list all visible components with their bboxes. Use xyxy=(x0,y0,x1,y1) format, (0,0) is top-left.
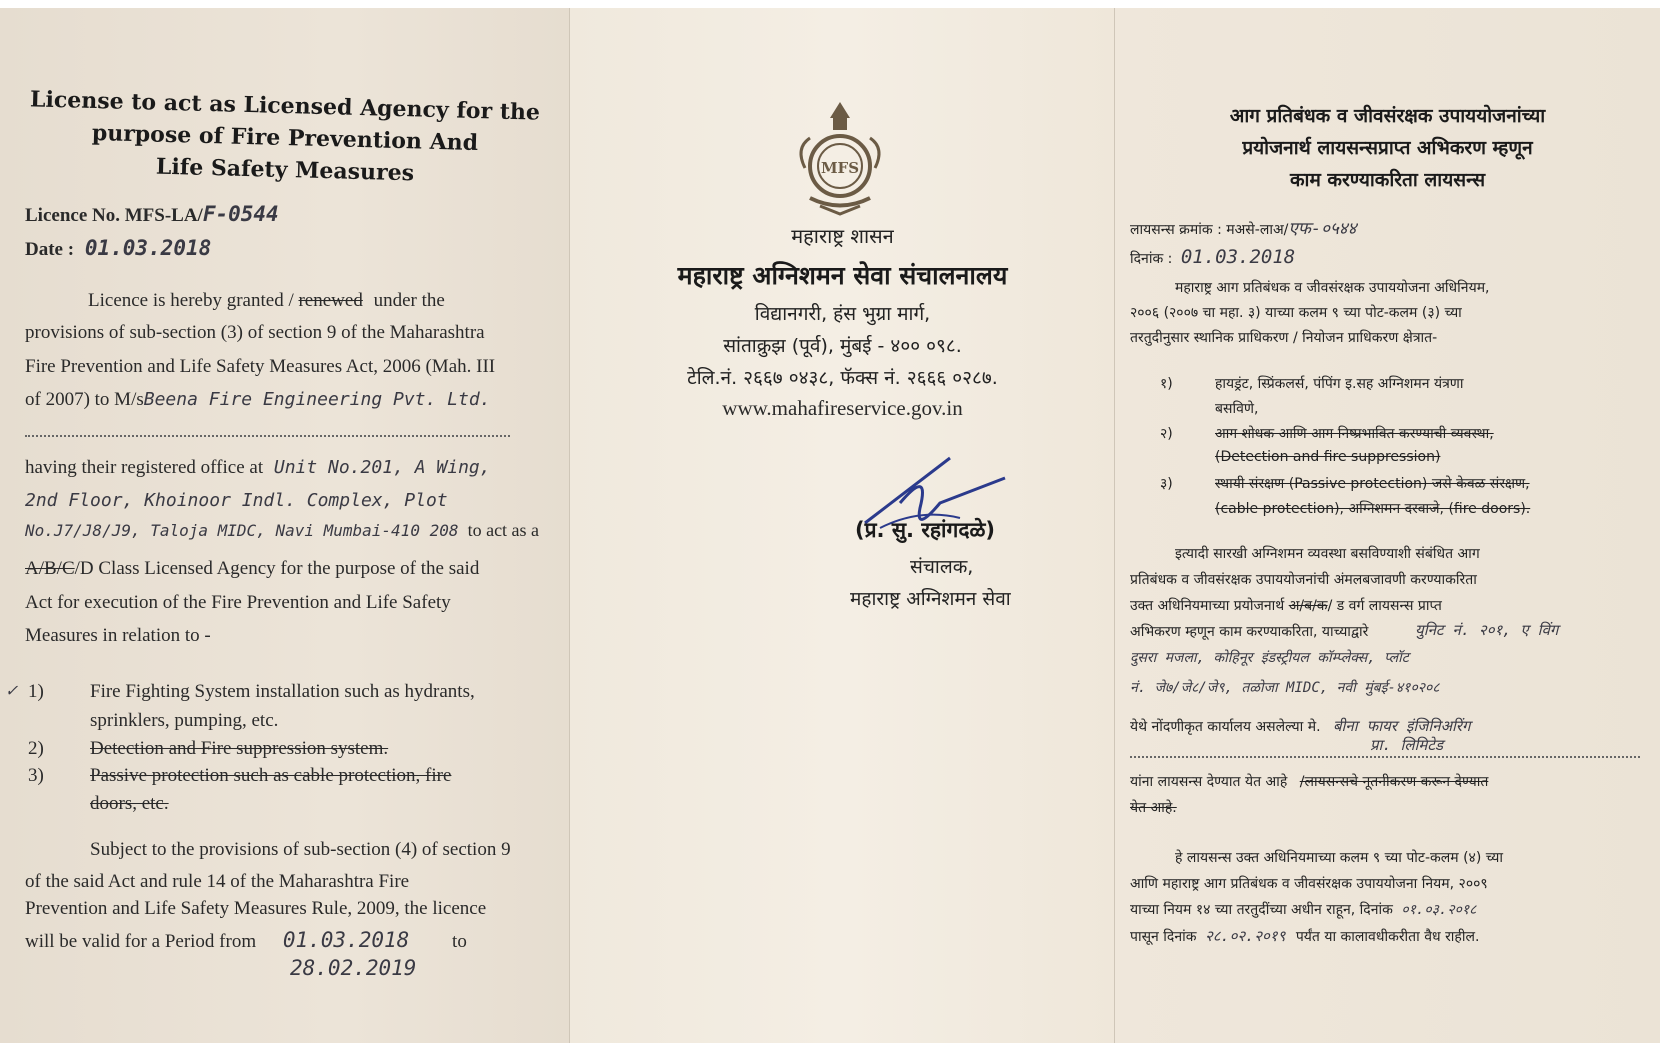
department-name: महाराष्ट्र अग्निशमन सेवा संचालनालय xyxy=(677,261,1008,290)
phone-fax: टेलि.नं. २६६७ ०४३८, फॅक्स नं. २६६६ ०२८७. xyxy=(687,367,998,389)
marathi-valid-to: २८.०२.२०१९ xyxy=(1204,927,1286,945)
validity-line-4 xyxy=(25,928,467,953)
licence-no-value: F-0544 xyxy=(202,202,279,226)
validity-line-3: Prevention and Life Safety Measures Rule, 2009, the licence xyxy=(25,898,487,919)
marathi-para3-line-3 xyxy=(1130,900,1476,919)
marathi-para2-line-6 xyxy=(1130,772,1488,791)
marathi-item-3-line-2: (cable protection), अग्निशमन दरवाजे, (fire doors). xyxy=(1215,501,1531,517)
marathi-para3-line-4 xyxy=(1130,926,1479,946)
office-line-1 xyxy=(25,457,491,479)
valid-from-label: will be valid for a Period from xyxy=(25,931,257,952)
class-struck: A/B/C xyxy=(25,558,75,579)
marathi-para1-line-3: तरतुदीनुसार स्थानिक प्राधिकरण / नियोजन प्राधिकरण क्षेत्रात- xyxy=(1130,330,1438,346)
item-1-number: 1) xyxy=(28,681,44,702)
licence-no-label: Licence No. MFS-LA/ xyxy=(25,205,203,226)
government-name: महाराष्ट्र शासन xyxy=(791,224,894,248)
marathi-panel xyxy=(1115,8,1660,1043)
marathi-date-row xyxy=(1130,246,1295,268)
marathi-title-line-2: प्रयोजनार्थ लायसन्सप्राप्त अभिकरण म्हणून xyxy=(1242,137,1533,159)
act-line-2: Act for execution of the Fire Prevention and Life Safety xyxy=(25,592,451,613)
designation: संचालक, xyxy=(910,556,974,578)
english-title-line-3: Life Safety Measures xyxy=(155,153,415,187)
marathi-hw-company-2: प्रा. लिमिटेड xyxy=(1370,736,1443,754)
marathi-title-line-3: काम करण्याकरिता लायसन्स xyxy=(1289,169,1486,191)
marathi-hw-company-1: बीना फायर इंजिनिअरिंग xyxy=(1332,717,1471,735)
letterhead-panel xyxy=(570,8,1115,1043)
item-2-number: 2) xyxy=(28,738,44,759)
address-line-1: विद्यानगरी, हंस भुग्रा मार्ग, xyxy=(754,303,931,325)
renewed-struck: renewed xyxy=(298,290,363,311)
english-panel xyxy=(0,8,570,1043)
marathi-para1-line-1: महाराष्ट्र आग प्रतिबंधक व जीवसंरक्षक उपाययोजना अधिनियम, xyxy=(1175,280,1490,296)
marathi-item-2-line-2: (Detection and fire suppression) xyxy=(1215,449,1441,465)
date-row xyxy=(25,236,211,261)
marathi-item-1-number: १) xyxy=(1160,376,1173,392)
marathi-para2-line-3 xyxy=(1130,596,1442,615)
class-text: /D Class Licensed Agency for the purpose of the said xyxy=(74,558,480,579)
marathi-licence-value: एफ-०५४४ xyxy=(1288,219,1357,239)
address-line-3: No.J7/J8/J9, Taloja MIDC, Navi Mumbai-410 208 xyxy=(25,521,459,540)
marathi-item-3-number: ३) xyxy=(1160,476,1173,492)
organization: महाराष्ट्र अग्निशमन सेवा xyxy=(850,588,1011,610)
item-1-line-2: sprinklers, pumping, etc. xyxy=(90,710,279,731)
tick-mark: ✓ xyxy=(6,680,17,701)
emblem-text: MFS xyxy=(820,159,860,177)
marathi-licence-row xyxy=(1130,216,1356,239)
address-line-1: Unit No.201, A Wing, xyxy=(273,457,491,478)
marathi-para2-line-4 xyxy=(1130,622,1368,641)
marathi-para3-line-2: आणि महाराष्ट्र आग प्रतिबंधक व जीवसंरक्षक उपाययोजना नियम, २००९ xyxy=(1130,876,1488,892)
item-3-line-1: Passive protection such as cable protection, fire xyxy=(90,765,452,786)
website: www.mahafireservice.gov.in xyxy=(722,396,963,420)
dotted-line xyxy=(25,433,510,437)
item-2-line-1: Detection and Fire suppression system. xyxy=(90,738,389,759)
marathi-purpose-text: उक्त अधिनियमाच्या प्रयोजनार्थ xyxy=(1130,598,1285,614)
grant-line-2: provisions of sub-section (3) of section 9 of the Maharashtra xyxy=(25,322,485,343)
grant-line-3: Fire Prevention and Life Safety Measures Act, 2006 (Mah. III xyxy=(25,356,496,377)
valid-to-date: 28.02.2019 xyxy=(290,956,417,980)
under-the-text: under the xyxy=(373,290,445,311)
date-value: 01.03.2018 xyxy=(84,236,212,260)
english-title-line-2: purpose of Fire Prevention And xyxy=(91,119,479,157)
date-label: Date : xyxy=(25,239,75,260)
licence-no-row xyxy=(25,202,279,227)
marathi-from-text: पासून दिनांक xyxy=(1130,929,1197,945)
office-line-3 xyxy=(25,520,539,541)
marathi-date-value: 01.03.2018 xyxy=(1180,246,1296,268)
company-name: Beena Fire Engineering Pvt. Ltd. xyxy=(143,389,491,410)
english-title-line-1: License to act as Licensed Agency for the xyxy=(29,86,541,126)
address-line-2: सांताक्रुझ (पूर्व), मुंबई - ४०० ०९८. xyxy=(723,335,962,357)
marathi-hw-address-3: नं. जे७/जे८/जे९, तळोजा MIDC, नवी मुंबई-४१०२०८ xyxy=(1130,680,1440,696)
grant-line-1 xyxy=(88,290,445,312)
marathi-item-1-line-2: बसविणे, xyxy=(1215,401,1259,417)
item-3-number: 3) xyxy=(28,765,44,786)
marathi-item-2-number: २) xyxy=(1160,426,1173,442)
marathi-item-1-line-1: हायड्रंट, स्प्रिंकलर्स, पंपिंग इ.सह अग्निशमन यंत्रणा xyxy=(1215,376,1464,392)
address-line-2: 2nd Floor, Khoinoor Indl. Complex, Plot xyxy=(25,490,448,511)
grant-line-4 xyxy=(25,389,491,411)
grant-text: Licence is hereby granted / xyxy=(88,290,294,311)
item-1-line-1: Fire Fighting System installation such as hydrants, xyxy=(90,681,475,702)
marathi-class-struck: अ/ब/क xyxy=(1288,598,1328,614)
marathi-title-line-1: आग प्रतिबंधक व जीवसंरक्षक उपाययोजनांच्या xyxy=(1229,105,1546,127)
act-line-3: Measures in relation to - xyxy=(25,625,211,646)
marathi-item-2-line-1: आग शोधक आणि आग निष्प्रभावित करण्याची व्यवस्था, xyxy=(1215,426,1494,442)
validity-line-2: of the said Act and rule 14 of the Maharashtra Fire xyxy=(25,871,410,892)
marathi-para3-line-1: हे लायसन्स उक्त अधिनियमाच्या कलम ९ च्या पोट-कलम (४) च्या xyxy=(1175,850,1504,866)
marathi-granted-text: यांना लायसन्स देण्यात येत आहे xyxy=(1130,774,1288,790)
marathi-hw-address-2: दुसरा मजला, कोहिनूर इंडस्ट्रीयल कॉम्प्लेक्स, प्लॉट xyxy=(1130,650,1409,666)
signatory-name: (प्र. सु. रहांगदळे) xyxy=(855,518,996,542)
marathi-class-text: / ड वर्ग लायसन्स प्राप्त xyxy=(1327,598,1442,614)
to-word: to xyxy=(452,931,467,952)
marathi-date-label: दिनांक : xyxy=(1130,251,1173,267)
marathi-hw-address-1: युनिट नं. २०१, ए विंग xyxy=(1415,621,1559,639)
marathi-para2-line-1: इत्यादी सारखी अग्निशमन व्यवस्था बसविण्याशी संबंधित आग xyxy=(1175,546,1480,562)
validity-line-1: Subject to the provisions of sub-section (4) of section 9 xyxy=(90,839,511,860)
marathi-para2-line-5 xyxy=(1130,716,1471,736)
marathi-para2-line-2: प्रतिबंधक व जीवसंरक्षक उपाययोजनांची अंमलबजावणी करण्याकरिता xyxy=(1130,572,1477,588)
item-3-line-2: doors, etc. xyxy=(90,793,169,814)
marathi-agency-text: अभिकरण म्हणून काम करण्याकरिता, याच्याद्वारे xyxy=(1130,624,1369,640)
to-act-text: to act as a xyxy=(467,520,540,540)
valid-from-date: 01.03.2018 xyxy=(282,928,410,952)
marathi-valid-from: ०१.०३.२०१८ xyxy=(1401,902,1477,918)
marathi-validity-text: याच्या नियम १४ च्या तरतुदींच्या अधीन राहून, दिनांक xyxy=(1130,902,1393,918)
to-ms-text: of 2007) to M/s xyxy=(25,389,144,410)
marathi-office-text: येथे नोंदणीकृत कार्यालय असलेल्या मे. xyxy=(1130,719,1321,735)
mfs-emblem-icon xyxy=(785,98,895,218)
marathi-licence-label: लायसन्स क्रमांक : मअसे-लाअ/ xyxy=(1130,222,1289,238)
marathi-para2-line-7: येत आहे. xyxy=(1130,800,1177,816)
marathi-renewal-struck: /लायसन्सचे नूतनीकरण करून देण्यात xyxy=(1299,774,1489,790)
licence-document xyxy=(0,8,1660,1043)
office-label: having their registered office at xyxy=(25,457,264,478)
class-line xyxy=(25,558,479,580)
marathi-item-3-line-1: स्थायी संरक्षण (Passive protection) जसे केवळ संरक्षण, xyxy=(1215,476,1530,492)
marathi-para1-line-2: २००६ (२००७ चा महा. ३) याच्या कलम ९ च्या पोट-कलम (३) च्या xyxy=(1130,305,1462,321)
marathi-valid-until-text: पर्यंत या कालावधीकरीता वैध राहील. xyxy=(1295,929,1480,945)
